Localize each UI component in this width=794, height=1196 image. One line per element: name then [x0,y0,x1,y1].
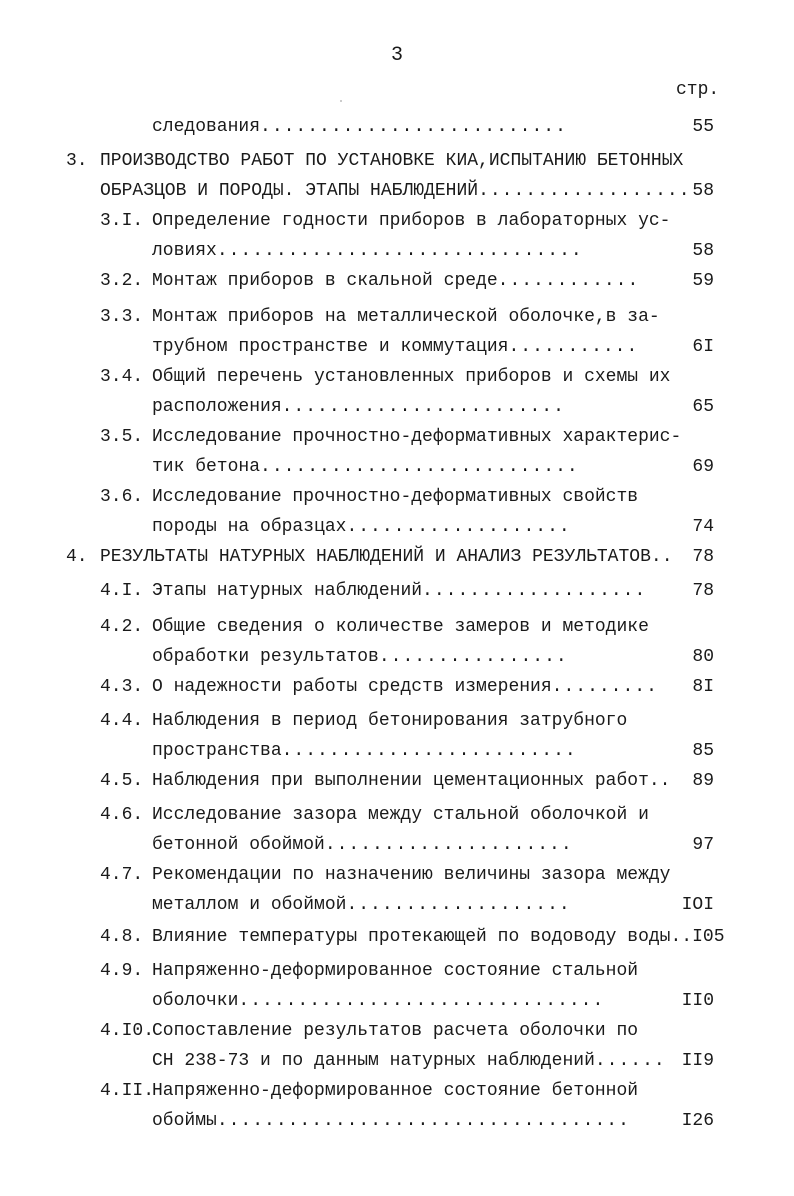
toc-entry-title-line: Исследование прочностно-деформативных свойств [152,487,639,507]
toc-entry-title-line: Монтаж приборов на металлической оболочке,в за- [152,307,660,327]
toc-entry-title-line: Наблюдения при выполнении цементационных работ.. [152,771,671,791]
toc-entry-number: 4.8. [100,927,144,947]
toc-entry-title-line: Влияние температуры протекающей по водоводу воды..I05 [152,927,725,947]
toc-entry-page: 89 [692,771,714,791]
dot-leader: ........................... [260,457,579,477]
toc-entry-title-line: следования [152,117,261,137]
toc-entry-number: 4.I. [100,581,144,601]
dot-leader: .................. [478,181,691,201]
toc-entry-number: 4.7. [100,865,144,885]
toc-entry-title-line: трубном пространстве и коммутация [152,337,509,357]
dot-leader: ......... [551,677,658,697]
toc-entry-title-line: Общий перечень установленных приборов и схемы их [152,367,671,387]
page-number: 3 [390,44,403,67]
toc-entry-title-line: оболочки [152,991,239,1011]
toc-entry-number: 3. [66,151,88,171]
toc-entry-page: 80 [692,647,714,667]
toc-entry-title-line: Общие сведения о количестве замеров и методике [152,617,649,637]
toc-entry-title-line: Сопоставление результатов расчета оболочки по [152,1021,639,1041]
toc-entry-page: 85 [692,741,714,761]
toc-entry-page: II0 [681,991,714,1011]
toc-entry-number: 3.I. [100,211,144,231]
dot-leader: ..................... [324,835,573,855]
toc-entry-number: 3.3. [100,307,144,327]
toc-entry-title-line: ПРОИЗВОДСТВО РАБОТ ПО УСТАНОВКЕ КИА,ИСПЫТАНИЮ БЕТОННЫХ [100,151,684,171]
toc-entry-title-line: пространства [152,741,282,761]
toc-entry-number: 3.5. [100,427,144,447]
dot-leader: ................... [422,581,647,601]
toc-entry-number: 4.3. [100,677,144,697]
dot-leader: ................... [346,895,571,915]
dot-leader: ................... [346,517,571,537]
toc-entry-page: 97 [692,835,714,855]
toc-entry-number: 4.4. [100,711,144,731]
dot-leader: ......................... [281,741,577,761]
toc-entry-title-line: обоймы [152,1111,217,1131]
toc-entry-page: 59 [692,271,714,291]
toc-entry-number: 4.5. [100,771,144,791]
toc-entry-title-line: Наблюдения в период бетонирования затрубного [152,711,628,731]
dot-leader: ................ [378,647,568,667]
toc-entry-title-line: ловиях [152,241,217,261]
toc-entry-page: 6I [692,337,714,357]
page-column-header: стр. [676,80,720,100]
toc-entry-page: 65 [692,397,714,417]
toc-entry-title-line: РЕЗУЛЬТАТЫ НАТУРНЫХ НАБЛЮДЕНИЙ И АНАЛИЗ РЕЗУЛЬТАТОВ.. [100,547,673,567]
toc-entry-page: II9 [681,1051,714,1071]
dot-leader: ........... [508,337,639,357]
dot-leader: ............ [497,271,640,291]
toc-entry-number: 3.2. [100,271,144,291]
toc-entry-title-line: Исследование прочностно-деформативных характерис- [152,427,682,447]
toc-entry-page: I26 [681,1111,714,1131]
dot-leader: ................................... [216,1111,630,1131]
toc-entry-title-line: Определение годности приборов в лабораторных ус- [152,211,671,231]
toc-entry-number: 4.6. [100,805,144,825]
toc-entry-number: 4.9. [100,961,144,981]
toc-entry-page: 78 [692,547,714,567]
toc-entry-title-line: Монтаж приборов в скальной среде [152,271,498,291]
toc-entry-title-line: бетонной обоймой [152,835,325,855]
toc-entry-title-line: тик бетона [152,457,261,477]
toc-entry-number: 4.I0. [100,1021,155,1041]
toc-entry-title-line: Рекомендации по назначению величины зазора между [152,865,671,885]
toc-entry-title-line: металлом и обоймой [152,895,347,915]
dot-leader: ............................... [238,991,605,1011]
toc-entry-title-line: О надежности работы средств измерения [152,677,552,697]
toc-entry-title-line: обработки результатов [152,647,379,667]
dot-leader: ........................ [281,397,565,417]
scan-speck [340,100,342,102]
toc-entry-title-line: Напряженно-деформированное состояние бетонной [152,1081,639,1101]
toc-entry-title-line: ОБРАЗЦОВ И ПОРОДЫ. ЭТАПЫ НАБЛЮДЕНИЙ [100,181,479,201]
toc-entry-number: 3.6. [100,487,144,507]
toc-entry-title-line: Этапы натурных наблюдений [152,581,423,601]
toc-entry-title-line: расположения [152,397,282,417]
toc-entry-number: 4. [66,547,88,567]
toc-entry-page: 58 [692,241,714,261]
dot-leader: ...... [594,1051,666,1071]
toc-entry-page: 58 [692,181,714,201]
toc-entry-title-line: СН 238-73 и по данным натурных наблюдений [152,1051,595,1071]
toc-entry-page: IOI [681,895,714,915]
toc-entry-title-line: породы на образцах [152,517,347,537]
dot-leader: .......................... [260,117,567,137]
toc-entry-number: 4.II. [100,1081,155,1101]
toc-entry-number: 3.4. [100,367,144,387]
toc-entry-page: 55 [692,117,714,137]
toc-entry-number: 4.2. [100,617,144,637]
toc-entry-page: 78 [692,581,714,601]
toc-entry-page: 8I [692,677,714,697]
toc-entry-title-line: Напряженно-деформированное состояние стальной [152,961,639,981]
toc-entry-page: 69 [692,457,714,477]
dot-leader: ............................... [216,241,583,261]
toc-entry-title-line: Исследование зазора между стальной оболочкой и [152,805,649,825]
toc-entry-page: 74 [692,517,714,537]
